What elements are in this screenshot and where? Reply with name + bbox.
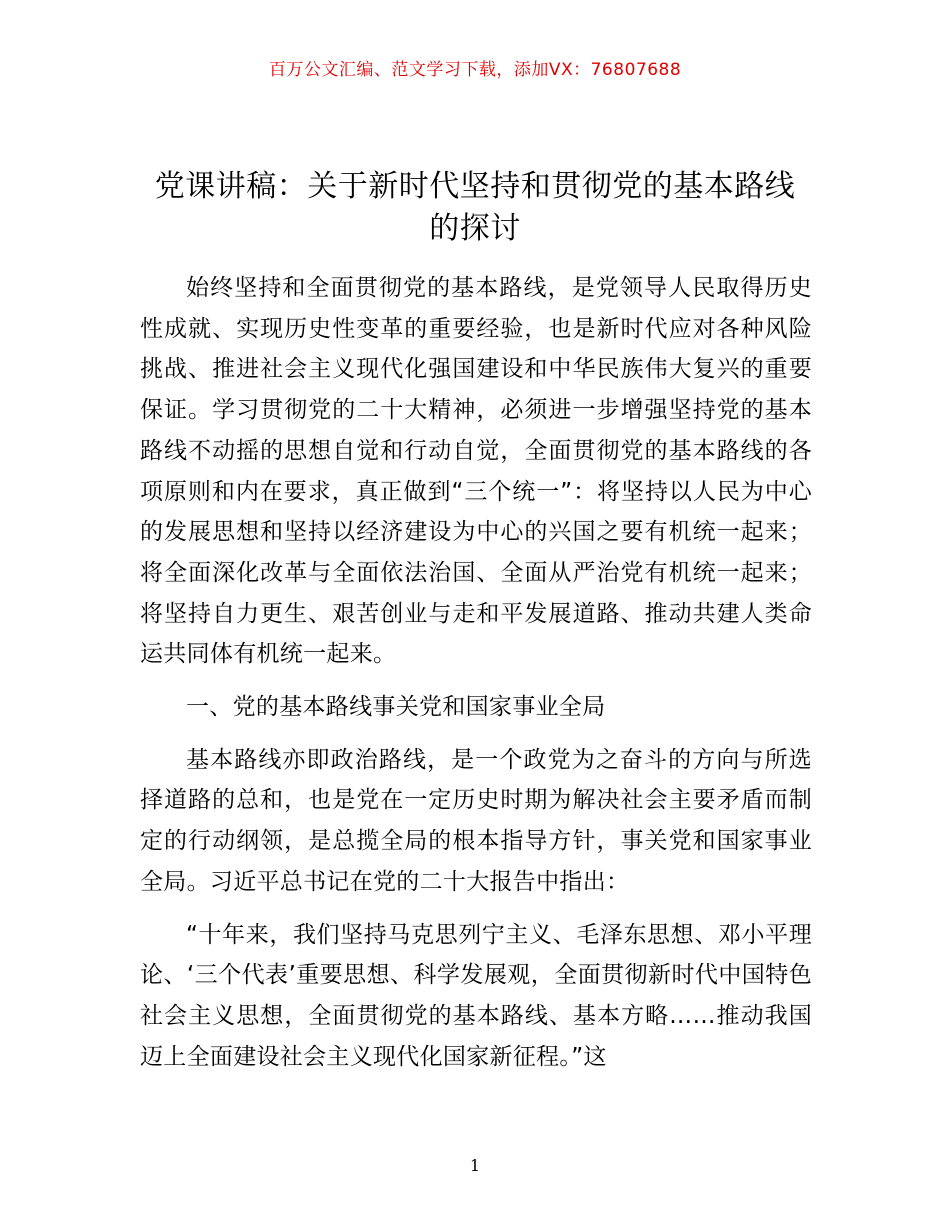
document-title: 党课讲稿：关于新时代坚持和贯彻党的基本路线的探讨	[154, 169, 796, 246]
promo-header: 百万公文汇编、范文学习下载，添加VX：76807688	[268, 60, 682, 80]
paragraph-basic-line: 基本路线亦即政治路线，是一个政党为之奋斗的方向与所选择道路的总和，也是党在一定历史时期为解决社会主要矛盾而制定的行动纲领，是总揽全局的根本指导方针，事关党和国家事业全局。习近平总书记在党的二十大报告中指出：	[140, 746, 812, 895]
page-number: 1	[469, 1156, 481, 1175]
document-body	[140, 268, 812, 1077]
paragraph-intro: 始终坚持和全面贯彻党的基本路线，是党领导人民取得历史性成就、实现历史性变革的重要经验，也是新时代应对各种风险挑战、推进社会主义现代化强国建设和中华民族伟大复兴的重要保证。学习贯彻党的二十大精神，必须进一步增强坚持党的基本路线不动摇的思想自觉和行动自觉，全面贯彻党的基本路线的各项原则和内在要求，真正做到“三个统一”：将坚持以人民为中心的发展思想和坚持以经济建设为中心的兴国之要有机统一起来；将全面深化改革与全面依法治国、全面从严治党有机统一起来；将坚持自力更生、艰苦创业与走和平发展道路、推动共建人类命运共同体有机统一起来。	[140, 275, 812, 668]
section-heading-1: 一、党的基本路线事关党和国家事业全局	[186, 694, 606, 721]
paragraph-quote: “十年来，我们坚持马克思列宁主义、毛泽东思想、邓小平理论、‘三个代表’重要思想、科学发展观，全面贯彻新时代中国特色社会主义思想，全面贯彻党的基本路线、基本方略……推动我国迈上全面建设社会主义现代化国家新征程。”这	[140, 921, 812, 1070]
